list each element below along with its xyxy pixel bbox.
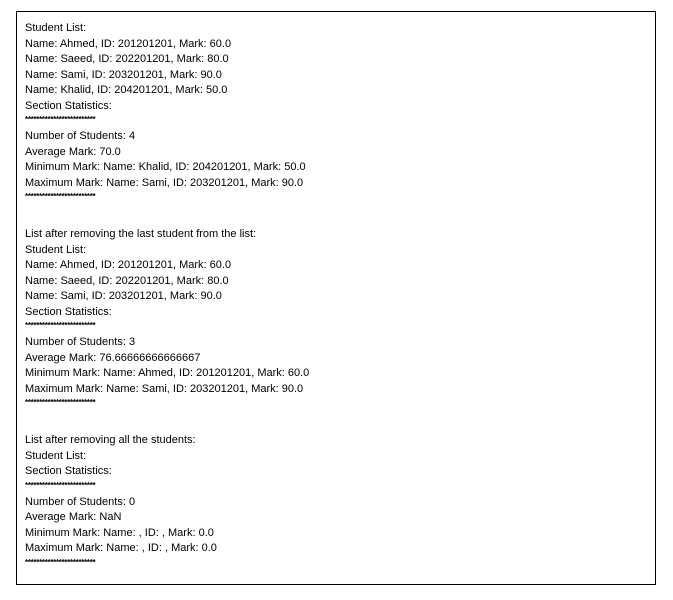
output-block-after-remove-all <box>25 433 647 567</box>
maximum-mark: Maximum Mark: Name: Sami, ID: 203201201, Mark: 90.0 <box>25 382 304 395</box>
blank-line <box>25 412 647 433</box>
console-output-frame <box>16 11 656 585</box>
average-mark: Average Mark: 70.0 <box>25 145 121 158</box>
section-statistics-heading: Section Statistics: <box>25 305 112 318</box>
average-mark: Average Mark: 76.66666666666667 <box>25 351 201 364</box>
separator-stars: ************************* <box>25 115 96 124</box>
console-output <box>25 21 647 572</box>
average-mark: Average Mark: NaN <box>25 511 122 523</box>
student-list-heading: Student List: <box>25 449 87 462</box>
separator-stars: ************************* <box>25 398 96 407</box>
separator-stars: ************************* <box>25 557 96 567</box>
student-line: Name: Saeed, ID: 202201201, Mark: 80.0 <box>25 274 229 287</box>
minimum-mark: Minimum Mark: Name: , ID: , Mark: 0.0 <box>25 526 214 539</box>
student-line: Name: Khalid, ID: 204201201, Mark: 50.0 <box>25 84 228 96</box>
section-statistics-heading: Section Statistics: <box>25 465 112 477</box>
minimum-mark: Minimum Mark: Name: Ahmed, ID: 201201201, Mark: 60.0 <box>25 367 310 379</box>
student-line: Name: Sami, ID: 203201201, Mark: 90.0 <box>25 290 222 302</box>
maximum-mark: Maximum Mark: Name: , ID: , Mark: 0.0 <box>25 542 217 554</box>
maximum-mark: Maximum Mark: Name: Sami, ID: 203201201, Mark: 90.0 <box>25 176 304 189</box>
student-line: Name: Ahmed, ID: 201201201, Mark: 60.0 <box>25 37 232 50</box>
output-block-after-remove-last <box>25 227 647 407</box>
student-line: Name: Ahmed, ID: 201201201, Mark: 60.0 <box>25 259 232 271</box>
separator-stars: ************************* <box>25 480 96 490</box>
number-of-students: Number of Students: 3 <box>25 336 136 348</box>
number-of-students: Number of Students: 0 <box>25 495 136 508</box>
section-statistics-heading: Section Statistics: <box>25 99 112 112</box>
number-of-students: Number of Students: 4 <box>25 130 136 142</box>
student-line: Name: Saeed, ID: 202201201, Mark: 80.0 <box>25 53 229 65</box>
separator-stars: ************************* <box>25 321 96 330</box>
minimum-mark: Minimum Mark: Name: Khalid, ID: 204201201, Mark: 50.0 <box>25 161 306 173</box>
output-block-initial <box>25 21 647 201</box>
student-list-heading: Student List: <box>25 243 87 256</box>
remove-last-heading: List after removing the last student from the list: <box>25 228 257 240</box>
student-line: Name: Sami, ID: 203201201, Mark: 90.0 <box>25 68 222 81</box>
student-list-heading: Student List: <box>25 22 87 34</box>
separator-stars: ************************* <box>25 192 96 201</box>
blank-line <box>25 206 647 227</box>
remove-all-heading: List after removing all the students: <box>25 434 196 446</box>
